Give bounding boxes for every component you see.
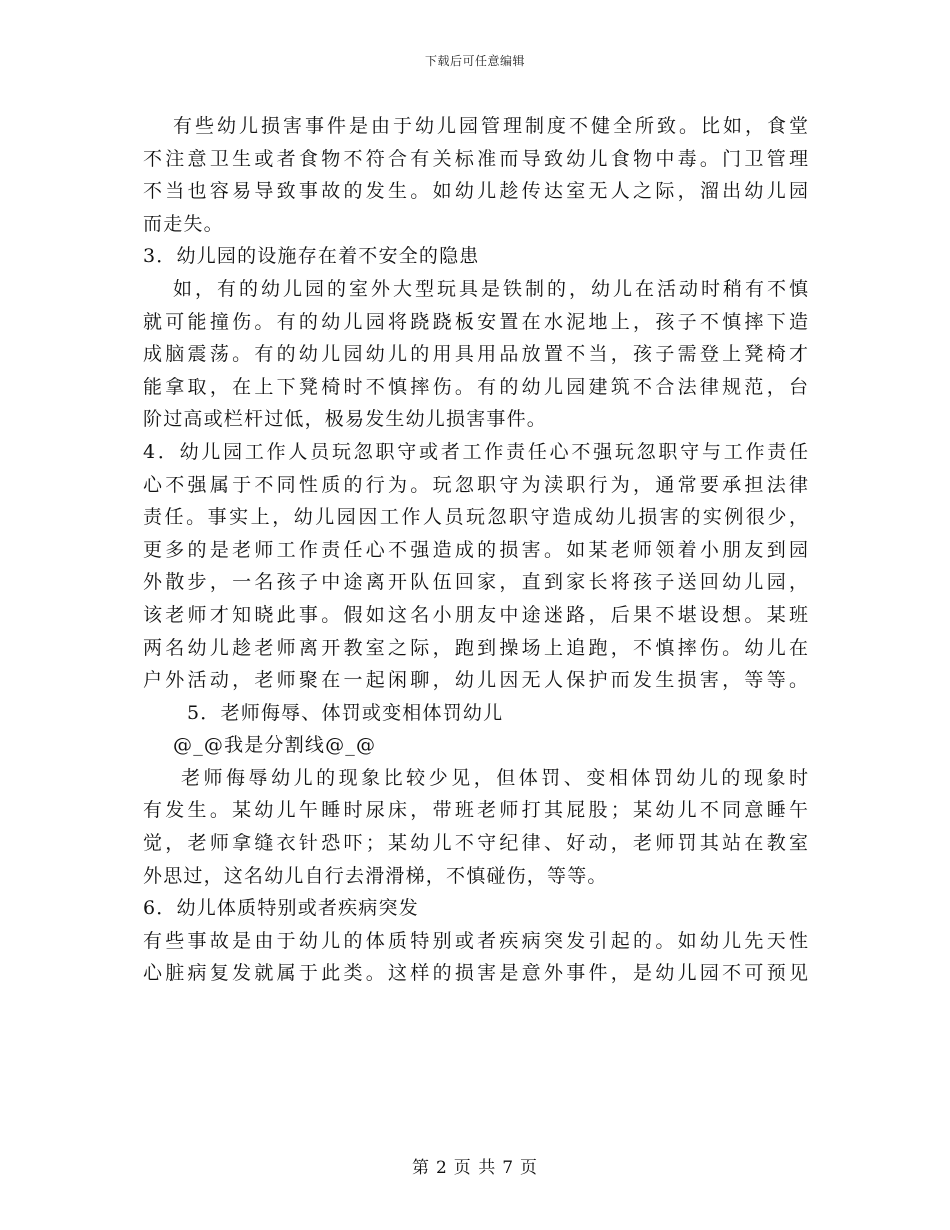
paragraph-line: 外散步，一名孩子中途离开队伍回家，直到家长将孩子送回幼儿园， <box>143 571 808 594</box>
paragraph-line: 外思过，这名幼儿自行去滑滑梯，不慎碰伤，等等。 <box>143 864 608 887</box>
paragraph-line: 就可能撞伤。有的幼儿园将跷跷板安置在水泥地上，孩子不慎摔下造 <box>143 310 808 333</box>
document-body <box>143 110 808 990</box>
separator-text: @_@我是分割线@_@ <box>173 734 377 757</box>
section-heading: 5．老师侮辱、体罚或变相体罚幼儿 <box>187 701 504 724</box>
paragraph-line: 不当也容易导致事故的发生。如幼儿趁传达室无人之际，溜出幼儿园 <box>143 180 808 203</box>
paragraph-line: 阶过高或栏杆过低，极易发生幼儿损害事件。 <box>143 408 548 431</box>
paragraph-line: 不注意卫生或者食物不符合有关标准而导致幼儿食物中毒。门卫管理 <box>143 147 808 170</box>
paragraph-line: 老师侮辱幼儿的现象比较少见，但体罚、变相体罚幼儿的现象时 <box>181 766 808 789</box>
footer-suffix: 页 <box>520 1158 539 1178</box>
paragraph-line: 有些幼儿损害事件是由于幼儿园管理制度不健全所致。比如，食堂 <box>173 115 808 137</box>
paragraph-line: 能拿取，在上下凳椅时不慎摔伤。有的幼儿园建筑不合法律规范，台 <box>143 375 808 398</box>
paragraph-line: 更多的是老师工作责任心不强造成的损害。如某老师领着小朋友到园 <box>143 538 808 561</box>
footer-page-number: 2 <box>435 1158 448 1178</box>
paragraph-line: 如，有的幼儿园的室外大型玩具是铁制的，幼儿在活动时稍有不慎 <box>173 277 808 300</box>
footer-total-pages: 7 <box>502 1158 515 1178</box>
section-heading: 4．幼儿园工作人员玩忽职守或者工作责任心不强玩忽职守与工作责任 <box>143 440 808 463</box>
section-heading: 6．幼儿体质特别或者疾病突发 <box>143 897 419 920</box>
page-footer <box>0 1153 950 1178</box>
paragraph-line: 心脏病复发就属于此类。这样的损害是意外事件，是幼儿园不可预见 <box>143 962 808 985</box>
paragraph-line: 觉，老师拿缝衣针恐吓；某幼儿不守纪律、好动，老师罚其站在教室 <box>143 832 808 855</box>
paragraph-line: 心不强属于不同性质的行为。玩忽职守为渎职行为，通常要承担法律 <box>143 473 808 496</box>
paragraph-line: 户外活动，老师聚在一起闲聊，幼儿因无人保护而发生损害，等等。 <box>143 669 808 692</box>
paragraph-line: 责任。事实上，幼儿园因工作人员玩忽职守造成幼儿损害的实例很少， <box>143 506 808 529</box>
paragraph-line: 两名幼儿趁老师离开教室之际，跑到操场上追跑，不慎摔伤。幼儿在 <box>143 636 808 659</box>
section-heading: 3．幼儿园的设施存在着不安全的隐患 <box>143 245 480 268</box>
footer-prefix: 第 <box>411 1158 430 1178</box>
paragraph-line: 有些事故是由于幼儿的体质特别或者疾病突发引起的。如幼儿先天性 <box>143 929 808 952</box>
paragraph-line: 有发生。某幼儿午睡时尿床，带班老师打其屁股；某幼儿不同意睡午 <box>143 799 808 822</box>
footer-middle: 页 共 <box>453 1158 497 1178</box>
paragraph-line: 而走失。 <box>143 212 224 235</box>
paragraph-line: 成脑震荡。有的幼儿园幼儿的用具用品放置不当，孩子需登上凳椅才 <box>143 343 808 366</box>
paragraph-line: 该老师才知晓此事。假如这名小朋友中途迷路，后果不堪设想。某班 <box>143 603 808 626</box>
page-header: 下载后可任意编辑 <box>424 54 525 68</box>
